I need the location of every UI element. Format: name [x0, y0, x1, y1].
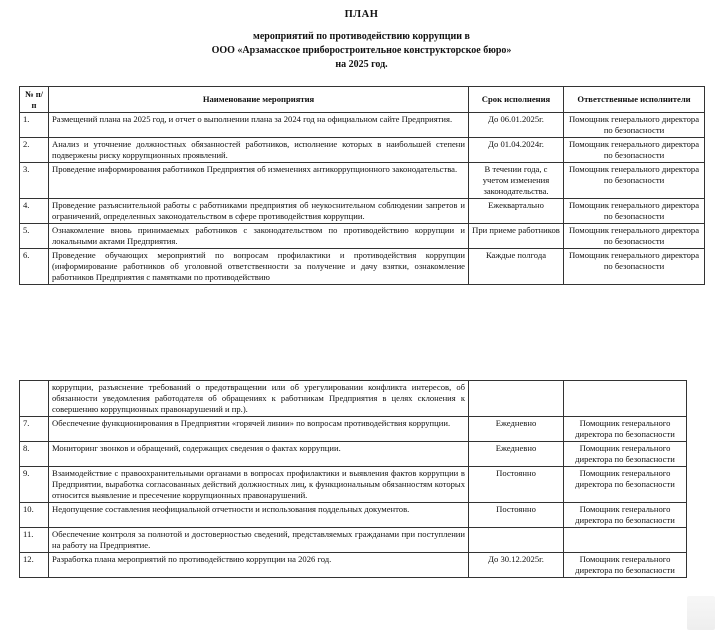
cell-term: При приеме работников — [469, 224, 564, 249]
table-row — [20, 138, 705, 163]
cell-exec: Помощник генерального директора по безопасности — [564, 467, 687, 503]
table-row — [20, 163, 705, 199]
header-term: Срок исполнения — [469, 87, 564, 113]
table-row — [20, 249, 705, 285]
cell-exec — [564, 381, 687, 417]
cell-num: 12. — [20, 553, 49, 578]
cell-term — [469, 381, 564, 417]
cell-term: Каждые полгода — [469, 249, 564, 285]
cell-name: коррупции, разъяснение требований о предотвращении или об урегулировании конфликта интересов, об обязанности уведомления работодателя об обращениях к работникам Предприятия в целях склонения к совершению коррупционных правонарушений и пр.). — [49, 381, 469, 417]
subtitle-line-1: мероприятий по противодействию коррупции в — [253, 31, 470, 42]
cell-num: 3. — [20, 163, 49, 199]
plan-table-page-2 — [19, 380, 687, 578]
table-row — [20, 113, 705, 138]
page-break — [0, 340, 723, 374]
cell-name: Обеспечение контроля за полнотой и достоверностью сведений, представляемых гражданами при поступлении на работу на Предприятие. — [49, 528, 469, 553]
table-row — [20, 467, 687, 503]
cell-term: Постоянно — [469, 503, 564, 528]
table-row — [20, 417, 687, 442]
cell-name: Разработка плана мероприятий по противодействию коррупции на 2026 год. — [49, 553, 469, 578]
cell-name: Взаимодействие с правоохранительными органами в вопросах профилактики и выявления фактов коррупции в Предприятии, выработка согласованных действий должностных лиц, к функциональным обязанностям которых относится выявление и пресечение коррупционных правонарушений. — [49, 467, 469, 503]
cell-exec: Помощник генерального директора по безопасности — [564, 249, 705, 285]
cell-num: 10. — [20, 503, 49, 528]
cell-name: Ознакомление вновь принимаемых работников с законодательством по противодействию коррупции и локальными актами Предприятия. — [49, 224, 469, 249]
header-name: Наименование мероприятия — [49, 87, 469, 113]
plan-table-page-1 — [19, 86, 705, 285]
cell-term — [469, 528, 564, 553]
cell-exec: Помощник генерального директора по безопасности — [564, 417, 687, 442]
table-row — [20, 528, 687, 553]
cell-num: 1. — [20, 113, 49, 138]
cell-name: Размещений плана на 2025 год, и отчет о выполнении плана за 2024 год на официальном сайте Предприятия. — [49, 113, 469, 138]
table-row — [20, 381, 687, 417]
cell-name: Проведение разъяснительной работы с работниками предприятия об неукоснительном соблюдении запретов и ограничений, определенных законодательством в сфере противодействия коррупции. — [49, 199, 469, 224]
cell-num — [20, 381, 49, 417]
cell-num: 4. — [20, 199, 49, 224]
cell-exec: Помощник генерального директора по безопасности — [564, 199, 705, 224]
cell-term: Постоянно — [469, 467, 564, 503]
cell-term: До 30.12.2025г. — [469, 553, 564, 578]
page-edge-shadow — [687, 596, 715, 630]
cell-name: Проведение информирования работников Предприятия об изменениях антикоррупционного законодательства. — [49, 163, 469, 199]
subtitle-line-2: ООО «Арзамасское приборостроительное конструкторское бюро» — [211, 45, 512, 56]
table-row — [20, 553, 687, 578]
cell-term: Ежедневно — [469, 417, 564, 442]
cell-num: 5. — [20, 224, 49, 249]
cell-term: До 06.01.2025г. — [469, 113, 564, 138]
table-row — [20, 503, 687, 528]
cell-num: 8. — [20, 442, 49, 467]
cell-name: Проведение обучающих мероприятий по вопросам профилактики и противодействия коррупции (информирование работников об уголовной ответственности за получение и дачу взятки, ознакомление работников Предприятия с памятками по противодействию — [49, 249, 469, 285]
cell-term: До 01.04.2024г. — [469, 138, 564, 163]
cell-exec: Помощник генерального директора по безопасности — [564, 442, 687, 467]
header-num: № п/п — [20, 87, 49, 113]
cell-num: 9. — [20, 467, 49, 503]
subtitle-line-3: на 2025 год. — [335, 59, 388, 70]
cell-num: 2. — [20, 138, 49, 163]
cell-exec: Помощник генерального директора по безопасности — [564, 503, 687, 528]
cell-name: Обеспечение функционирования в Предприятии «горячей линии» по вопросам противодействия коррупции. — [49, 417, 469, 442]
cell-num: 11. — [20, 528, 49, 553]
cell-name: Анализ и уточнение должностных обязанностей работников, исполнение которых в наибольшей степени подвержены риску коррупционных проявлений. — [49, 138, 469, 163]
cell-exec: Помощник генерального директора по безопасности — [564, 163, 705, 199]
cell-exec: Помощник генерального директора по безопасности — [564, 553, 687, 578]
cell-num: 6. — [20, 249, 49, 285]
header-exec: Ответственные исполнители — [564, 87, 705, 113]
cell-term: В течении года, с учетом изменения законодательства. — [469, 163, 564, 199]
table-row — [20, 224, 705, 249]
cell-term: Ежеквартально — [469, 199, 564, 224]
cell-term: Ежедневно — [469, 442, 564, 467]
table-row — [20, 199, 705, 224]
cell-exec — [564, 528, 687, 553]
cell-exec: Помощник генерального директора по безопасности — [564, 113, 705, 138]
cell-name: Недопущение составления неофициальной отчетности и использования поддельных документов. — [49, 503, 469, 528]
cell-exec: Помощник генерального директора по безопасности — [564, 224, 705, 249]
cell-name: Мониторинг звонков и обращений, содержащих сведения о фактах коррупции. — [49, 442, 469, 467]
table-row — [20, 442, 687, 467]
cell-exec: Помощник генерального директора по безопасности — [564, 138, 705, 163]
cell-num: 7. — [20, 417, 49, 442]
document-title: ПЛАН — [344, 9, 379, 20]
